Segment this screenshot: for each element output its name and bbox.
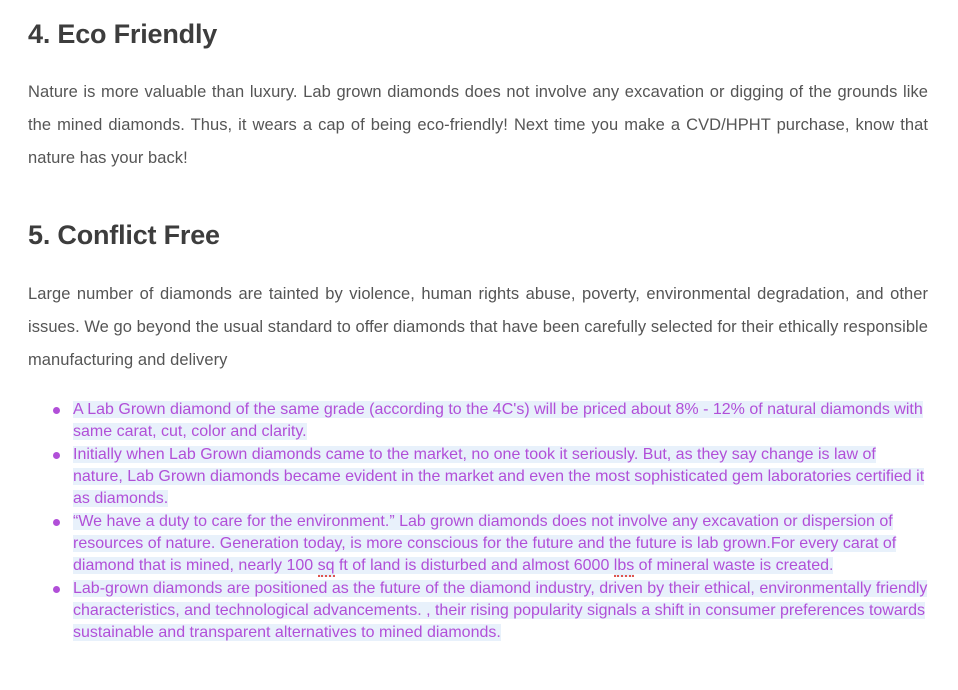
list-item-text: Lab-grown diamonds are positioned as the future of the diamond industry, driven by their ethical, environmentally friendly characteristics, and technological advancements. , their rising popularity signals a shift in consumer preferences towards sustainable and transparent alternatives to mined diamonds.: [73, 579, 928, 641]
list-item-text-part2: ft of land is disturbed and almost 6000: [334, 556, 614, 574]
spellcheck-word-sq: sq: [318, 557, 335, 577]
list-item-text-part3: of mineral waste is created.: [634, 556, 834, 574]
paragraph-eco-friendly: Nature is more valuable than luxury. Lab grown diamonds does not involve any excavation or digging of the grounds like the mined diamonds. Thus, it wears a cap of being eco-friendly! Next time you make a CVD/HPHT purchase, know that nature has your back!: [28, 83, 928, 168]
list-item: [28, 578, 928, 644]
list-item-text: Initially when Lab Grown diamonds came to the market, no one took it seriously. But, as they say change is law of nature, Lab Grown diamonds became evident in the market and even the most sophisticated gem laboratories certified it as diamonds.: [73, 445, 925, 507]
paragraph-conflict-free: Large number of diamonds are tainted by violence, human rights abuse, poverty, environmental degradation, and other issues. We go beyond the usual standard to offer diamonds that have been carefully selected for their ethically responsible manufacturing and delivery: [28, 284, 928, 369]
page-heading-conflict-free: 5. Conflict Free: [28, 220, 220, 251]
list-item: [28, 444, 928, 510]
highlighted-bullet-list: [28, 399, 928, 644]
spellcheck-word-lbs: lbs: [614, 557, 634, 577]
page-heading-eco-friendly: 4. Eco Friendly: [28, 19, 218, 49]
list-item: [28, 511, 928, 577]
list-item: [28, 399, 928, 443]
list-item-text: A Lab Grown diamond of the same grade (according to the 4C's) will be priced about 8% - 12% of natural diamonds with same carat, cut, color and clarity.: [73, 400, 923, 440]
list-item-text-part1: “We have a duty to care for the environment.” Lab grown diamonds does not involve any excavation or dispersion of resources of nature. Generation today, is more conscious for the future and the future is lab grown.For every carat of diamond that is mined, nearly 100: [73, 512, 897, 574]
